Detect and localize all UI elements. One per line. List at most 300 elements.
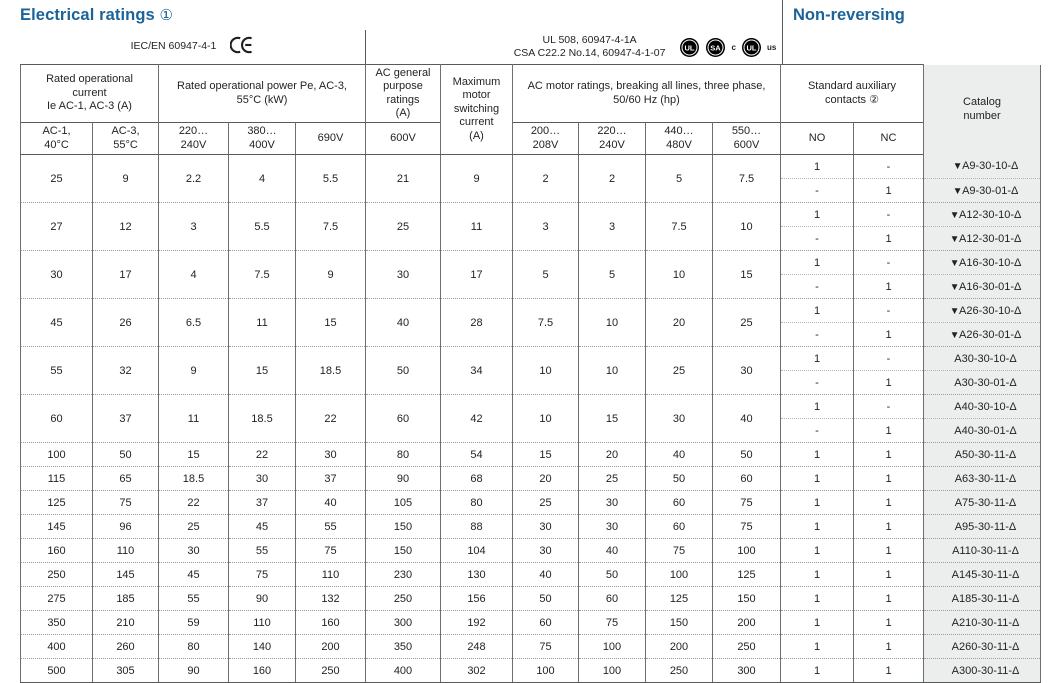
triangle-marker-icon: ▼	[949, 257, 959, 269]
standards-ul-text	[514, 34, 666, 60]
us-suffix-label: us	[766, 42, 777, 52]
cell-gen-600v: 150	[366, 515, 441, 539]
ul-mark-icon	[679, 37, 700, 58]
cell-aux-no: -	[781, 179, 854, 203]
cell-p220-240v: 9	[159, 347, 229, 395]
cell-aux-no: 1	[781, 563, 854, 587]
cell-p380-400v: 45	[229, 515, 296, 539]
group-header-line: Standard auxiliary	[807, 80, 897, 93]
catalog-number-text: A110-30-11-Δ	[952, 544, 1019, 557]
sub-header-line: 380…	[247, 125, 277, 138]
table-row	[21, 587, 1041, 611]
standards-ul-line2: CSA C22.2 No.14, 60947-4-1-07	[513, 47, 666, 59]
cell-aux-nc: -	[854, 155, 924, 179]
table-row	[21, 203, 1041, 227]
cell-hp-550-600v: 10	[713, 203, 781, 251]
cell-p380-400v: 7.5	[229, 251, 296, 299]
cell-gen-600v: 30	[366, 251, 441, 299]
cell-p380-400v: 30	[229, 467, 296, 491]
cell-catalog-number[interactable]	[924, 227, 1041, 251]
cell-catalog-number[interactable]	[924, 275, 1041, 299]
catalog-number-text: A26-30-01-Δ	[959, 328, 1022, 341]
cell-max-motor-current: 156	[441, 587, 513, 611]
cell-ac3-55c: 110	[93, 539, 159, 563]
cell-ac1-40c: 27	[21, 203, 93, 251]
page-title	[20, 6, 173, 25]
table-row	[21, 563, 1041, 587]
sub-header-200-208v	[513, 123, 579, 155]
sub-header-690v	[296, 123, 366, 155]
cell-hp-220-240v: 15	[579, 395, 646, 443]
sub-header-line: 240V	[180, 138, 207, 151]
table-row	[21, 491, 1041, 515]
cell-aux-no: 1	[781, 347, 854, 371]
cell-ac3-55c: 12	[93, 203, 159, 251]
cell-gen-600v: 230	[366, 563, 441, 587]
sub-header-line: 550…	[731, 125, 762, 138]
catalog-number-text: A50-30-11-Δ	[954, 448, 1017, 461]
catalog-number-text: A300-30-11-Δ	[951, 664, 1020, 677]
cell-catalog-number[interactable]	[924, 155, 1041, 179]
group-header-line: Ie AC-1, AC-3 (A)	[47, 100, 132, 113]
sub-header-line: 208V	[532, 138, 559, 151]
cell-hp-200-208v: 40	[513, 563, 579, 587]
cell-ac3-55c: 145	[93, 563, 159, 587]
cell-p220-240v: 3	[159, 203, 229, 251]
cell-hp-440-480v: 125	[646, 587, 713, 611]
cell-hp-200-208v: 7.5	[513, 299, 579, 347]
cell-aux-no: 1	[781, 395, 854, 419]
cell-hp-440-480v: 20	[646, 299, 713, 347]
cell-p220-240v: 4	[159, 251, 229, 299]
cell-aux-nc: 1	[854, 635, 924, 659]
cell-gen-600v: 105	[366, 491, 441, 515]
sub-header-220-240v	[159, 123, 229, 155]
table-row	[21, 659, 1041, 683]
cell-aux-no: 1	[781, 515, 854, 539]
cell-aux-nc: 1	[854, 419, 924, 443]
group-header-line: Rated operational power Pe, AC-3,	[177, 80, 347, 93]
cell-p380-400v: 75	[229, 563, 296, 587]
sub-header-line: 600V	[390, 131, 416, 144]
cell-aux-nc: -	[854, 251, 924, 275]
cell-gen-600v: 21	[366, 155, 441, 203]
cell-hp-550-600v: 50	[713, 443, 781, 467]
cell-hp-550-600v: 150	[713, 587, 781, 611]
cell-hp-440-480v: 10	[646, 251, 713, 299]
sub-header-line: 55°C	[113, 138, 138, 151]
cell-hp-440-480v: 50	[646, 467, 713, 491]
standards-ul-line1: UL 508, 60947-4-1A	[542, 33, 637, 46]
cell-ac3-55c: 37	[93, 395, 159, 443]
catalog-number-text: A210-30-11-Δ	[951, 616, 1020, 629]
cell-aux-no: 1	[781, 635, 854, 659]
cell-aux-nc: 1	[854, 563, 924, 587]
cell-p220-240v: 25	[159, 515, 229, 539]
triangle-marker-icon: ▼	[949, 329, 959, 341]
sub-header-line: 240V	[599, 138, 625, 151]
cell-ac1-40c: 100	[21, 443, 93, 467]
cell-ac3-55c: 65	[93, 467, 159, 491]
sub-header-line: 690V	[317, 131, 344, 144]
cell-hp-220-240v: 2	[579, 155, 646, 203]
cell-hp-220-240v: 30	[579, 515, 646, 539]
cell-aux-no: 1	[781, 611, 854, 635]
cell-p380-400v: 55	[229, 539, 296, 563]
cell-p690v: 250	[296, 659, 366, 683]
cell-catalog-number[interactable]	[924, 323, 1041, 347]
triangle-marker-icon: ▼	[949, 305, 959, 317]
standards-band	[20, 30, 925, 64]
cell-p380-400v: 15	[229, 347, 296, 395]
cell-aux-nc: 1	[854, 659, 924, 683]
cell-aux-no: -	[781, 419, 854, 443]
cell-aux-no: 1	[781, 587, 854, 611]
standards-iec	[20, 30, 365, 64]
cell-catalog-number[interactable]	[924, 611, 1041, 635]
triangle-marker-icon: ▼	[952, 185, 963, 197]
cell-hp-550-600v: 30	[713, 347, 781, 395]
cell-aux-nc: 1	[854, 539, 924, 563]
group-header-line: number	[963, 109, 1001, 122]
cell-p380-400v: 90	[229, 587, 296, 611]
certification-marks	[679, 37, 776, 58]
cell-hp-200-208v: 30	[513, 515, 579, 539]
cell-ac1-40c: 45	[21, 299, 93, 347]
cell-aux-nc: 1	[854, 611, 924, 635]
c-prefix-label: c	[731, 42, 736, 52]
table-row	[21, 251, 1041, 275]
cul-us-mark-icon	[741, 37, 762, 58]
cell-max-motor-current: 11	[441, 203, 513, 251]
cell-p380-400v: 110	[229, 611, 296, 635]
cell-gen-600v: 90	[366, 467, 441, 491]
cell-hp-200-208v: 3	[513, 203, 579, 251]
sub-header-line: 40°C	[44, 138, 69, 151]
triangle-marker-icon: ▼	[949, 281, 959, 293]
sub-header-no	[781, 123, 854, 155]
catalog-number-text: A145-30-11-Δ	[951, 568, 1020, 581]
cell-p380-400v: 5.5	[229, 203, 296, 251]
cell-hp-220-240v: 25	[579, 467, 646, 491]
cell-aux-nc: 1	[854, 515, 924, 539]
cell-hp-220-240v: 10	[579, 299, 646, 347]
cell-catalog-number[interactable]	[924, 515, 1041, 539]
cell-hp-440-480v: 250	[646, 659, 713, 683]
cell-catalog-number[interactable]	[924, 659, 1041, 683]
catalog-number-text: A9-30-10-Δ	[962, 160, 1019, 173]
group-header-ac-motor-ratings	[513, 65, 781, 123]
cell-aux-no: 1	[781, 443, 854, 467]
catalog-number-text: A9-30-01-Δ	[962, 184, 1019, 197]
group-header-line: 55°C (kW)	[236, 93, 288, 106]
group-header-line: 50/60 Hz (hp)	[613, 93, 680, 106]
table-row	[21, 443, 1041, 467]
cell-aux-no: 1	[781, 491, 854, 515]
cell-aux-no: 1	[781, 299, 854, 323]
cell-hp-200-208v: 10	[513, 395, 579, 443]
cell-aux-no: -	[781, 371, 854, 395]
cell-ac1-40c: 350	[21, 611, 93, 635]
cell-catalog-number[interactable]	[924, 179, 1041, 203]
group-header-line: current	[72, 86, 107, 99]
electrical-ratings-table	[20, 64, 1041, 683]
cell-p690v: 75	[296, 539, 366, 563]
cell-aux-no: 1	[781, 251, 854, 275]
cell-max-motor-current: 17	[441, 251, 513, 299]
cell-p690v: 9	[296, 251, 366, 299]
cell-p220-240v: 59	[159, 611, 229, 635]
catalog-number-text: A40-30-01-Δ	[954, 424, 1017, 437]
group-header-line: motor	[462, 89, 491, 102]
cell-ac1-40c: 60	[21, 395, 93, 443]
cell-hp-550-600v: 40	[713, 395, 781, 443]
cell-hp-440-480v: 40	[646, 443, 713, 467]
cell-hp-200-208v: 20	[513, 467, 579, 491]
section-title-non-reversing: Non-reversing	[793, 6, 905, 24]
sub-header-line: 480V	[666, 138, 692, 151]
cell-catalog-number[interactable]	[924, 539, 1041, 563]
sub-header-line: NO	[808, 131, 826, 144]
cell-hp-550-600v: 100	[713, 539, 781, 563]
group-header-line: AC motor ratings, breaking all lines, three phase,	[527, 80, 766, 93]
sub-header-line: 220…	[178, 125, 209, 138]
standards-divider	[365, 30, 366, 64]
non-reversing-divider	[782, 0, 783, 64]
cell-gen-600v: 400	[366, 659, 441, 683]
cell-max-motor-current: 192	[441, 611, 513, 635]
cell-ac3-55c: 32	[93, 347, 159, 395]
cell-p380-400v: 4	[229, 155, 296, 203]
footnote-marker-1: ①	[159, 7, 174, 24]
cell-ac1-40c: 115	[21, 467, 93, 491]
table-row	[21, 515, 1041, 539]
cell-hp-200-208v: 10	[513, 347, 579, 395]
group-header-rated-current	[21, 65, 159, 123]
cell-catalog-number[interactable]	[924, 563, 1041, 587]
cell-ac1-40c: 400	[21, 635, 93, 659]
catalog-number-text: A30-30-01-Δ	[954, 376, 1017, 389]
cell-aux-no: 1	[781, 467, 854, 491]
cell-aux-nc: -	[854, 395, 924, 419]
cell-hp-200-208v: 25	[513, 491, 579, 515]
group-header-line: (A)	[395, 106, 411, 119]
cell-hp-440-480v: 5	[646, 155, 713, 203]
cell-max-motor-current: 42	[441, 395, 513, 443]
cell-hp-440-480v: 75	[646, 539, 713, 563]
cell-ac1-40c: 160	[21, 539, 93, 563]
cell-hp-200-208v: 60	[513, 611, 579, 635]
cell-ac1-40c: 55	[21, 347, 93, 395]
cell-p220-240v: 55	[159, 587, 229, 611]
table-row	[21, 539, 1041, 563]
group-header-catalog-number	[924, 65, 1041, 155]
cell-hp-550-600v: 75	[713, 491, 781, 515]
cell-gen-600v: 50	[366, 347, 441, 395]
cell-gen-600v: 250	[366, 587, 441, 611]
cell-aux-nc: 1	[854, 275, 924, 299]
cell-catalog-number[interactable]	[924, 443, 1041, 467]
group-header-ac-general-purpose	[366, 65, 441, 123]
cell-catalog-number[interactable]	[924, 419, 1041, 443]
cell-max-motor-current: 130	[441, 563, 513, 587]
svg-text:SA: SA	[710, 43, 722, 52]
sub-header-600v	[366, 123, 441, 155]
cell-ac3-55c: 17	[93, 251, 159, 299]
cell-hp-550-600v: 300	[713, 659, 781, 683]
cell-aux-nc: -	[854, 347, 924, 371]
cell-p690v: 160	[296, 611, 366, 635]
cell-ac3-55c: 185	[93, 587, 159, 611]
sub-header-line: AC-3,	[111, 125, 140, 138]
cell-catalog-number[interactable]	[924, 587, 1041, 611]
cell-aux-nc: 1	[854, 179, 924, 203]
cell-hp-550-600v: 125	[713, 563, 781, 587]
cell-catalog-number[interactable]	[924, 347, 1041, 371]
cell-ac3-55c: 75	[93, 491, 159, 515]
cell-hp-200-208v: 15	[513, 443, 579, 467]
cell-catalog-number[interactable]	[924, 635, 1041, 659]
cell-hp-200-208v: 2	[513, 155, 579, 203]
catalog-number-text: A12-30-01-Δ	[959, 232, 1022, 245]
cell-p380-400v: 18.5	[229, 395, 296, 443]
sub-header-line: 200…	[530, 125, 561, 138]
cell-p220-240v: 90	[159, 659, 229, 683]
cell-hp-550-600v: 25	[713, 299, 781, 347]
cell-p380-400v: 11	[229, 299, 296, 347]
sub-header-550-600v	[713, 123, 781, 155]
catalog-number-text: A260-30-11-Δ	[951, 640, 1020, 653]
cell-hp-440-480v: 100	[646, 563, 713, 587]
cell-hp-220-240v: 3	[579, 203, 646, 251]
cell-p690v: 110	[296, 563, 366, 587]
cell-aux-nc: 1	[854, 227, 924, 251]
standards-iec-text: IEC/EN 60947-4-1	[130, 40, 217, 53]
cell-gen-600v: 40	[366, 299, 441, 347]
cell-catalog-number[interactable]	[924, 371, 1041, 395]
cell-max-motor-current: 248	[441, 635, 513, 659]
sub-header-line: 440…	[664, 125, 694, 138]
cell-gen-600v: 60	[366, 395, 441, 443]
cell-hp-220-240v: 30	[579, 491, 646, 515]
cell-hp-550-600v: 200	[713, 611, 781, 635]
cell-hp-440-480v: 60	[646, 491, 713, 515]
cell-gen-600v: 350	[366, 635, 441, 659]
group-header-line: contacts ②	[825, 93, 879, 106]
catalog-number-text: A26-30-10-Δ	[959, 304, 1022, 317]
cell-p220-240v: 22	[159, 491, 229, 515]
cell-p220-240v: 2.2	[159, 155, 229, 203]
cell-catalog-number[interactable]	[924, 467, 1041, 491]
cell-max-motor-current: 34	[441, 347, 513, 395]
cell-p690v: 55	[296, 515, 366, 539]
catalog-number-text: A75-30-11-Δ	[954, 496, 1017, 509]
cell-p220-240v: 80	[159, 635, 229, 659]
cell-hp-550-600v: 250	[713, 635, 781, 659]
cell-p220-240v: 6.5	[159, 299, 229, 347]
cell-catalog-number[interactable]	[924, 203, 1041, 227]
table-row	[21, 635, 1041, 659]
catalog-number-text: A12-30-10-Δ	[959, 208, 1022, 221]
cell-hp-200-208v: 75	[513, 635, 579, 659]
cell-hp-220-240v: 100	[579, 659, 646, 683]
cell-ac3-55c: 305	[93, 659, 159, 683]
sub-header-220-240v-hp	[579, 123, 646, 155]
triangle-marker-icon: ▼	[952, 161, 963, 173]
cell-max-motor-current: 68	[441, 467, 513, 491]
cell-aux-no: 1	[781, 155, 854, 179]
cell-p380-400v: 37	[229, 491, 296, 515]
cell-ac3-55c: 96	[93, 515, 159, 539]
cell-p220-240v: 45	[159, 563, 229, 587]
cell-aux-nc: 1	[854, 443, 924, 467]
cell-hp-550-600v: 60	[713, 467, 781, 491]
ce-mark-icon	[230, 36, 254, 59]
group-header-rated-power	[159, 65, 366, 123]
cell-hp-440-480v: 30	[646, 395, 713, 443]
cell-ac1-40c: 500	[21, 659, 93, 683]
catalog-number-text: A95-30-11-Δ	[954, 520, 1017, 533]
cell-catalog-number[interactable]	[924, 299, 1041, 323]
cell-max-motor-current: 104	[441, 539, 513, 563]
table-row	[21, 155, 1041, 179]
cell-hp-200-208v: 5	[513, 251, 579, 299]
sub-header-nc	[854, 123, 924, 155]
cell-aux-no: 1	[781, 539, 854, 563]
cell-ac1-40c: 145	[21, 515, 93, 539]
cell-aux-nc: 1	[854, 491, 924, 515]
cell-hp-220-240v: 60	[579, 587, 646, 611]
group-header-line: switching	[453, 102, 500, 115]
group-header-line: ratings	[386, 93, 420, 106]
group-header-line: Catalog	[963, 96, 1001, 109]
cell-ac1-40c: 25	[21, 155, 93, 203]
group-header-line: current	[459, 116, 494, 129]
group-header-line: Maximum	[452, 75, 501, 88]
sub-header-ac1-40c	[21, 123, 93, 155]
cell-hp-220-240v: 75	[579, 611, 646, 635]
group-header-line: (A)	[469, 129, 484, 142]
cell-gen-600v: 80	[366, 443, 441, 467]
table-group-header-row	[21, 65, 1041, 123]
group-header-aux-contacts	[781, 65, 924, 123]
cell-hp-550-600v: 15	[713, 251, 781, 299]
cell-catalog-number[interactable]	[924, 251, 1041, 275]
cell-aux-nc: 1	[854, 587, 924, 611]
cell-hp-440-480v: 25	[646, 347, 713, 395]
page-title-text: Electrical ratings	[20, 6, 155, 24]
sub-header-line: NC	[880, 131, 897, 144]
cell-hp-440-480v: 200	[646, 635, 713, 659]
table-body	[21, 155, 1041, 683]
cell-ac3-55c: 26	[93, 299, 159, 347]
group-header-max-motor-switching	[441, 65, 513, 155]
table-row	[21, 347, 1041, 371]
cell-catalog-number[interactable]	[924, 395, 1041, 419]
csa-mark-icon	[705, 37, 726, 58]
cell-catalog-number[interactable]	[924, 491, 1041, 515]
catalog-number-text: A16-30-01-Δ	[959, 280, 1022, 293]
cell-p380-400v: 22	[229, 443, 296, 467]
sub-header-380-400v	[229, 123, 296, 155]
cell-hp-220-240v: 5	[579, 251, 646, 299]
svg-text:UL: UL	[684, 43, 695, 52]
cell-p380-400v: 160	[229, 659, 296, 683]
table-row	[21, 395, 1041, 419]
group-header-line: Rated operational	[46, 73, 133, 86]
cell-aux-nc: -	[854, 299, 924, 323]
cell-hp-200-208v: 30	[513, 539, 579, 563]
